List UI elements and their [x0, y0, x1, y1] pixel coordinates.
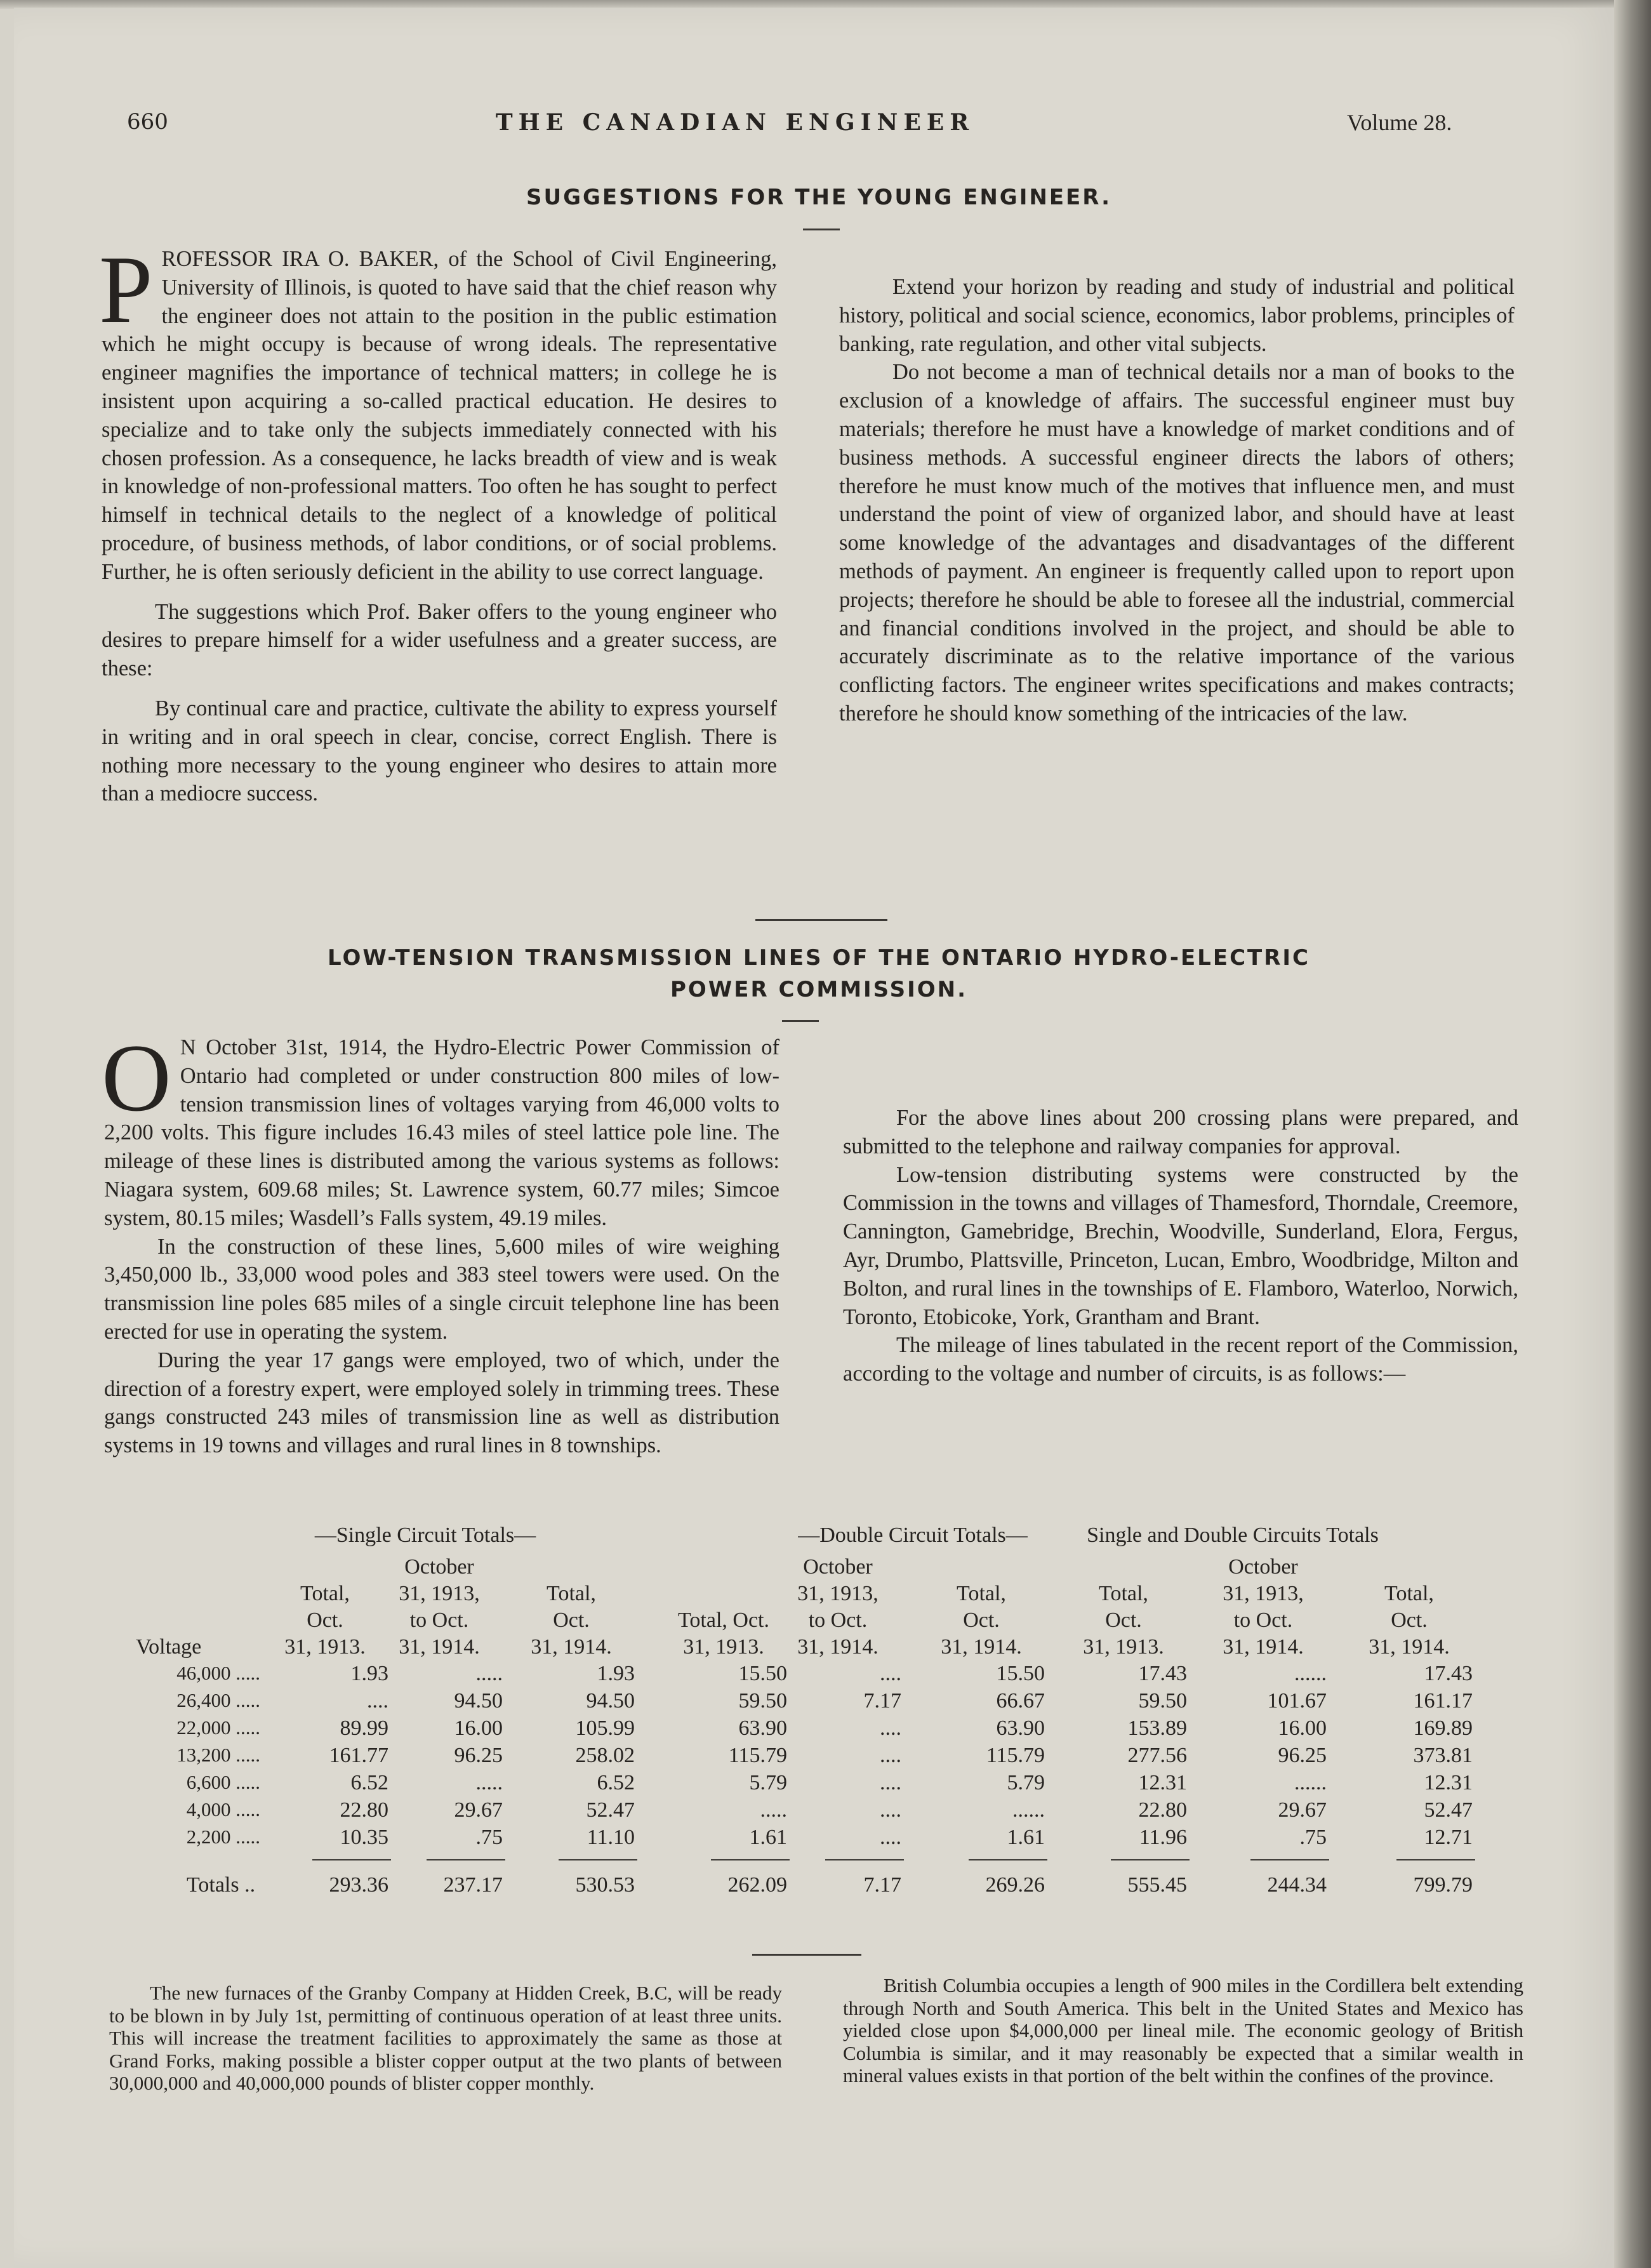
table-column-header: 31, 1913. — [683, 1635, 764, 1659]
totals-cell: 555.45 — [1127, 1873, 1187, 1897]
totals-label: Totals .. — [187, 1873, 256, 1897]
table-cell: 11.96 — [1139, 1826, 1187, 1849]
voltage-cell: 2,200 ..... — [186, 1826, 260, 1848]
table-cell: 94.50 — [454, 1689, 503, 1713]
table-cell: 373.81 — [1413, 1744, 1473, 1767]
table-cell: 161.77 — [329, 1744, 388, 1767]
voltage-cell: 26,400 ..... — [176, 1689, 260, 1711]
table-cell: 12.31 — [1138, 1771, 1187, 1794]
table-cell: 29.67 — [1278, 1798, 1327, 1822]
table-column-header: 31, 1913, — [399, 1582, 480, 1605]
table-cell: 63.90 — [738, 1716, 787, 1740]
paragraph: N October 31st, 1914, the Hydro-Electric Power Commission of Ontario had completed or under construction 800 miles of low-tension transmission lines of voltages varying from 46,000 volts to 2,200 volts. This figure includes 16.43 miles of steel lattice pole line. The mileage of these lines is distributed among the various systems as follows: Niagara system, 609.68 miles; St. Lawrence system, 60.77 miles; Simcoe system, 80.15 miles; Wasdell’s Falls system, 49.19 miles. — [104, 1035, 779, 1230]
table-cell: .75 — [1299, 1826, 1327, 1849]
table-cell: 29.67 — [454, 1798, 503, 1822]
table-cell: .... — [880, 1716, 901, 1740]
table-column-header: to Oct. — [1233, 1608, 1293, 1632]
section-divider — [755, 919, 887, 921]
volume-label: Volume 28. — [1347, 110, 1452, 135]
voltage-header: Voltage — [136, 1635, 202, 1659]
table-column-header: 31, 1914. — [941, 1635, 1022, 1659]
paragraph: Low-tension distributing systems were constructed by the Commission in the towns and villages of Thamesford, Thorndale, Creemore, Cannington, Gamebridge, Brechin, Woodville, Sunderland, Elora, Fergus, Ayr, Drumbo, Plattsville, Princeton, Lucan, Embro, Woodbridge, Milton and Bolton, and rural lines in the townships of E. Flamboro, Waterloo, Norwich, Toronto, Etobicoke, York, Grantham and Brant. — [843, 1162, 1518, 1329]
voltage-cell: 4,000 ..... — [186, 1798, 260, 1820]
table-cell: ...... — [1012, 1798, 1045, 1822]
total-rule — [1396, 1859, 1475, 1860]
article-title-line: LOW-TENSION TRANSMISSION LINES OF THE ONTARIO HYDRO-ELECTRIC — [327, 945, 1311, 971]
table-cell: 52.47 — [1424, 1798, 1473, 1822]
table-cell: ...... — [1294, 1771, 1327, 1794]
table-column-header: 31, 1913, — [1223, 1582, 1304, 1605]
table-cell: 22.80 — [1138, 1798, 1187, 1822]
table-cell: 12.71 — [1424, 1826, 1473, 1849]
table-cell: 7.17 — [863, 1689, 901, 1713]
journal-title: THE CANADIAN ENGINEER — [495, 109, 975, 136]
table-cell: 89.99 — [340, 1716, 388, 1740]
drop-cap: O — [102, 1025, 171, 1131]
british-columbia-note — [843, 1974, 1523, 2087]
table-cell: 1.93 — [597, 1662, 635, 1685]
table-column-header: 31, 1914. — [399, 1635, 480, 1659]
table-column-header: 31, 1913, — [797, 1582, 879, 1605]
voltage-cell: 22,000 ..... — [176, 1716, 260, 1739]
table-column-header: Total, — [957, 1582, 1006, 1605]
table-column-header: October — [803, 1555, 873, 1579]
table-cell: 5.79 — [1007, 1771, 1045, 1794]
paragraph: During the year 17 gangs were employed, two of which, under the direction of a forestry expert, were employed solely in trimming trees. These gangs constructed 243 miles of transmission line as well as distribution systems in 19 towns and villages and rural lines in 8 townships. — [104, 1348, 779, 1458]
table-cell: 52.47 — [586, 1798, 635, 1822]
totals-cell: 7.17 — [863, 1873, 901, 1897]
article2-left-column — [102, 1025, 779, 1460]
table-column-header: Oct. — [553, 1608, 590, 1632]
total-rule — [1111, 1859, 1190, 1860]
table-column-header: 31, 1913. — [284, 1635, 366, 1659]
table-column-header: 31, 1913. — [1083, 1635, 1164, 1659]
table-cell: .... — [367, 1689, 388, 1713]
totals-cell: 530.53 — [575, 1873, 635, 1897]
paragraph: ROFESSOR IRA O. BAKER, of the School of Civil Engineering, University of Illinois, is quoted to have said that the chief reason why the engineer does not attain to the position in the public estimation which he might occupy is because of wrong ideals. The representative engineer magnifies the importance of technical matters; in college he is insistent upon acquiring a so-called practical education. He desires to specialize and to take only the subjects immediately connected with his chosen profession. As a consequence, he lacks breadth of view and is weak in knowledge of non-professional matters. Too often he has sought to perfect himself in technical details to the neglect of a knowledge of political procedure, of business methods, of labor conditions, or of social problems. Further, he is often seriously deficient in the ability to use correct language. — [102, 247, 777, 584]
table-column-header: Total, — [1384, 1582, 1434, 1605]
totals-cell: 237.17 — [443, 1873, 503, 1897]
table-cell: 1.61 — [749, 1826, 787, 1849]
table-column-header: 31, 1914. — [797, 1635, 879, 1659]
total-rule — [1250, 1859, 1329, 1860]
paragraph: British Columbia occupies a length of 900 miles in the Cordillera belt extending through North and South America. This belt in the United States and Mexico has yielded close upon $4,000,000 per lineal mile. The economic geology of British Columbia is similar, and it may reasonably be expected that a similar wealth in mineral values exists in that portion of the belt within the confines of the province. — [843, 1974, 1523, 2086]
table-cell: ...... — [1294, 1662, 1327, 1685]
totals-cell: 269.26 — [985, 1873, 1045, 1897]
table-column-header: 31, 1914. — [1369, 1635, 1450, 1659]
paragraph: The mileage of lines tabulated in the recent report of the Commission, according to the voltage and number of circuits, is as follows:— — [843, 1333, 1518, 1386]
title-rule — [803, 229, 840, 230]
totals-cell: 293.36 — [329, 1873, 388, 1897]
table-cell: 153.89 — [1127, 1716, 1187, 1740]
table-cell: 16.00 — [1278, 1716, 1327, 1740]
granby-note — [109, 1982, 782, 2095]
table-cell: 96.25 — [1278, 1744, 1327, 1767]
table-cell: ..... — [760, 1798, 787, 1822]
paragraph: By continual care and practice, cultivate the ability to express yourself in writing and in oral speech in clear, concise, correct English. There is nothing more necessary to the young engineer who desires to attain more than a mediocre success. — [102, 696, 777, 806]
table-cell: .... — [880, 1798, 901, 1822]
table-cell: 6.52 — [350, 1771, 388, 1794]
table-column-header: Total, — [1099, 1582, 1148, 1605]
article2-right-column — [843, 1104, 1518, 1388]
table-cell: 59.50 — [1138, 1689, 1187, 1713]
table-cell: 22.80 — [340, 1798, 388, 1822]
total-rule — [427, 1859, 505, 1860]
table-cell: ..... — [475, 1771, 503, 1794]
table-column-header: 31, 1914. — [1223, 1635, 1304, 1659]
page-number: 660 — [127, 109, 168, 135]
table-cell: 17.43 — [1138, 1662, 1187, 1685]
table-cell: 161.17 — [1413, 1689, 1473, 1713]
table-group-header: Single and Double Circuits Totals — [1087, 1523, 1379, 1547]
table-cell: 5.79 — [749, 1771, 787, 1794]
paragraph: For the above lines about 200 crossing plans were prepared, and submitted to the telephone and railway companies for approval. — [843, 1106, 1518, 1158]
table-cell: 115.79 — [986, 1744, 1045, 1767]
totals-cell: 244.34 — [1267, 1873, 1327, 1897]
voltage-cell: 6,600 ..... — [186, 1771, 260, 1793]
table-column-header: Oct. — [1391, 1608, 1428, 1632]
table-cell: 16.00 — [454, 1716, 503, 1740]
table-group-header: —Single Circuit Totals— — [314, 1523, 536, 1547]
article-title-line: POWER COMMISSION. — [670, 977, 968, 1002]
table-column-header: Oct. — [963, 1608, 1000, 1632]
table-cell: 15.50 — [996, 1662, 1045, 1685]
table-cell: 1.93 — [350, 1662, 388, 1685]
table-cell: 15.50 — [738, 1662, 787, 1685]
title-rule — [782, 1020, 819, 1022]
article1-left-column — [99, 236, 777, 808]
paragraph: Do not become a man of technical details nor a man of books to the exclusion of a knowledge of affairs. The successful engineer must buy materials; therefore he must have a knowledge of market conditions and of business methods. A successful engineer directs the labors of others; therefore he must know much of the motives that influence men, and must understand the point of view of organized labor, and should have at least some knowledge of the advantages and disadvantages of the different methods of payment. An engineer is frequently called upon to report upon projects; therefore he should be able to foresee all the industrial, commercial and financial conditions involved in the project, and should be able to accurately discriminate as to the relative importance of the various conflicting factors. The engineer writes specifications and makes contracts; therefore he should know something of the intricacies of the law. — [839, 360, 1515, 726]
table-cell: .... — [880, 1662, 901, 1685]
article1-right-column — [839, 273, 1515, 728]
table-cell: 17.43 — [1424, 1662, 1473, 1685]
table-cell: .... — [880, 1826, 901, 1849]
table-cell: 66.67 — [996, 1689, 1045, 1713]
table-cell: ..... — [475, 1662, 503, 1685]
total-rule — [312, 1859, 391, 1860]
table-column-header: 31, 1914. — [531, 1635, 612, 1659]
table-group-header: —Double Circuit Totals— — [798, 1523, 1028, 1547]
drop-cap: P — [99, 236, 153, 343]
voltage-cell: 46,000 ..... — [176, 1662, 260, 1684]
paragraph: The suggestions which Prof. Baker offers to the young engineer who desires to prepare himself for a wider usefulness and a greater success, are these: — [102, 599, 777, 681]
section-divider — [752, 1954, 861, 1956]
total-rule — [825, 1859, 904, 1860]
mileage-table — [133, 1523, 1498, 1955]
book-binding-edge — [1614, 0, 1651, 2268]
article-title: SUGGESTIONS FOR THE YOUNG ENGINEER. — [526, 185, 1111, 210]
table-cell: 101.67 — [1267, 1689, 1327, 1713]
table-cell: 59.50 — [738, 1689, 787, 1713]
table-cell: 11.10 — [587, 1826, 635, 1849]
table-cell: 115.79 — [728, 1744, 787, 1767]
table-cell: 6.52 — [597, 1771, 635, 1794]
table-cell: .75 — [475, 1826, 503, 1849]
table-cell: 258.02 — [575, 1744, 635, 1767]
table-column-header: Oct. — [307, 1608, 343, 1632]
table-cell: 12.31 — [1424, 1771, 1473, 1794]
table-column-header: Total, — [547, 1582, 596, 1605]
table-cell: 94.50 — [586, 1689, 635, 1713]
paragraph: Extend your horizon by reading and study of industrial and political history, political and social science, economics, labor problems, principles of banking, rate regulation, and other vital subjects. — [839, 275, 1515, 356]
total-rule — [711, 1859, 790, 1860]
totals-cell: 799.79 — [1413, 1873, 1473, 1897]
table-cell: 277.56 — [1127, 1744, 1187, 1767]
table-cell: 10.35 — [340, 1826, 388, 1849]
table-cell: .... — [880, 1744, 901, 1767]
paragraph: In the construction of these lines, 5,600 miles of wire weighing 3,450,000 lb., 33,000 wood poles and 383 steel towers were used. On the transmission line poles 685 miles of a single circuit telephone line has been erected for use in operating the system. — [104, 1234, 779, 1344]
totals-cell: 262.09 — [727, 1873, 787, 1897]
table-column-header: to Oct. — [808, 1608, 868, 1632]
total-rule — [969, 1859, 1047, 1860]
table-column-header: Oct. — [1105, 1608, 1142, 1632]
total-rule — [559, 1859, 637, 1860]
table-column-header: Total, — [300, 1582, 350, 1605]
voltage-cell: 13,200 ..... — [176, 1744, 260, 1766]
table-cell: .... — [880, 1771, 901, 1794]
table-cell: 105.99 — [575, 1716, 635, 1740]
table-column-header: October — [404, 1555, 474, 1579]
table-column-header: Total, Oct. — [678, 1608, 769, 1632]
table-column-header: to Oct. — [409, 1608, 469, 1632]
table-cell: 1.61 — [1007, 1826, 1045, 1849]
paragraph: The new furnaces of the Granby Company at Hidden Creek, B.C, will be ready to be blown in by July 1st, permitting of continuous operation of at least three units. This will increase the treatment facilities to approximately the same as those at Grand Forks, making possible a blister copper output at the two plants of between 30,000,000 and 40,000,000 pounds of blister copper monthly. — [109, 1982, 782, 2094]
table-cell: 63.90 — [996, 1716, 1045, 1740]
table-cell: 169.89 — [1413, 1716, 1473, 1740]
table-column-header: October — [1228, 1555, 1298, 1579]
table-cell: 96.25 — [454, 1744, 503, 1767]
